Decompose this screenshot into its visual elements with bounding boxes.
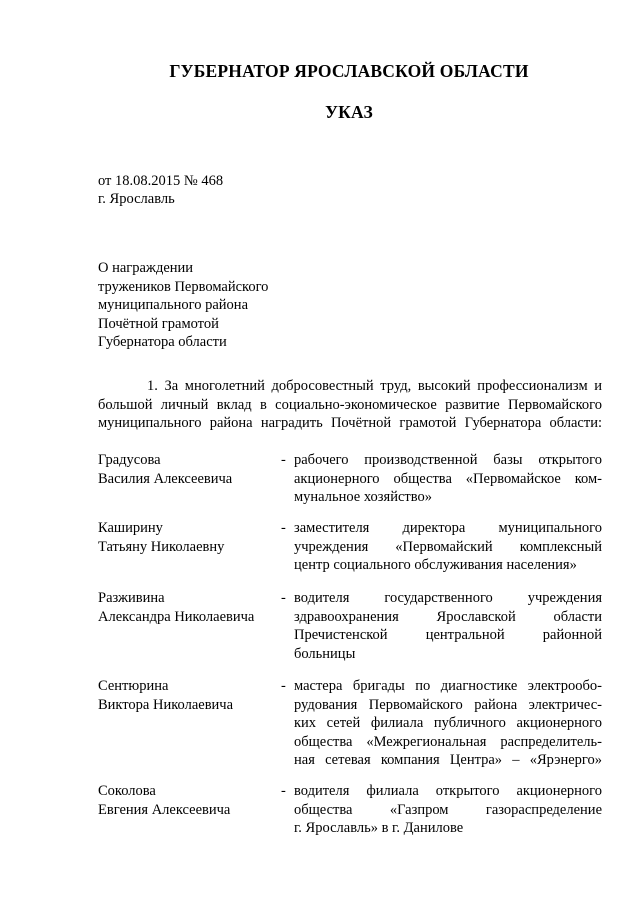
subject-line: тружеников Первомайского (98, 278, 269, 295)
awardee-position (294, 677, 602, 770)
awardee-given-name: Василия Алексеевича (98, 470, 233, 487)
subject-line: Почётной грамотой (98, 315, 219, 332)
position-line: акционерного общества «Первомайское ком- (294, 470, 602, 487)
awardee-position (294, 519, 602, 575)
position-line: ких сетей филиала публичного акционерного (294, 715, 602, 732)
awardee-surname: Сентюрина (98, 678, 169, 694)
awardee-given-name: Татьяну Николаевну (98, 538, 225, 555)
awardee-given-name: Александра Николаевича (98, 608, 255, 625)
decree-date-number: от 18.08.2015 № 468 (98, 173, 224, 189)
awardee-dash: - (281, 590, 286, 606)
awardee-dash: - (281, 452, 286, 468)
awardee-given-name: Евгения Алексеевича (98, 801, 231, 818)
awardee-dash: - (281, 678, 286, 694)
awardee-name (98, 451, 283, 488)
awardee-surname: Соколова (98, 783, 156, 799)
paragraph-1 (98, 377, 602, 433)
position-line: общества «Межрегиональная распределитель- (294, 733, 602, 750)
awardee-name (98, 782, 283, 819)
awardee-name (98, 589, 283, 626)
awardee-surname: Градусова (98, 452, 161, 468)
position-line: общества «Газпром газораспределение (294, 801, 602, 818)
position-line: Пречистенской центральной районной (294, 627, 602, 644)
governor-title: ГУБЕРНАТОР ЯРОСЛАВСКОЙ ОБЛАСТИ (169, 61, 529, 81)
position-line: рудования Первомайского района электричес- (294, 696, 602, 713)
position-line: больницы (294, 645, 356, 662)
subject-line: муниципального района (98, 297, 248, 314)
awardee-name (98, 519, 283, 556)
position-line: водителя государственного учреждения (294, 590, 602, 606)
position-line: центр социального обслуживания населения» (294, 557, 577, 574)
subject-line: О награждении (98, 260, 194, 276)
position-line: г. Ярославль» в г. Данилове (294, 820, 464, 837)
awardee-dash: - (281, 783, 286, 799)
position-line: мунальное хозяйство» (294, 489, 432, 506)
awardee-position (294, 451, 602, 507)
position-line: ная сетевая компания Центра» – «Ярэнерго» (294, 752, 602, 769)
paragraph-line: муниципального района наградить Почётной грамотой Губернатора области: (98, 415, 602, 432)
position-line: здравоохранения Ярославской области (294, 608, 602, 625)
decree-city: г. Ярославль (98, 191, 175, 207)
paragraph-line: большой личный вклад в социально-экономическое развитие Первомайского (98, 396, 602, 413)
position-line: заместителя директора муниципального (294, 520, 602, 536)
awardee-position (294, 782, 602, 838)
position-line: рабочего производственной базы открытого (294, 452, 602, 468)
paragraph-line: 1. За многолетний добросовестный труд, высокий профессионализм и (147, 378, 602, 394)
awardee-name (98, 677, 283, 714)
awardee-dash: - (281, 520, 286, 536)
awardee-given-name: Виктора Николаевича (98, 696, 234, 713)
awardee-surname: Каширину (98, 520, 163, 536)
position-line: водителя филиала открытого акционерного (294, 783, 602, 799)
awardee-surname: Разживина (98, 590, 165, 606)
decree-title: УКАЗ (325, 102, 373, 122)
position-line: мастера бригады по диагностике электрообо- (294, 678, 602, 694)
decree-subject (98, 259, 268, 352)
awardee-position (294, 589, 602, 663)
subject-line: Губернатора области (98, 334, 227, 351)
position-line: учреждения «Первомайский комплексный (294, 538, 602, 555)
